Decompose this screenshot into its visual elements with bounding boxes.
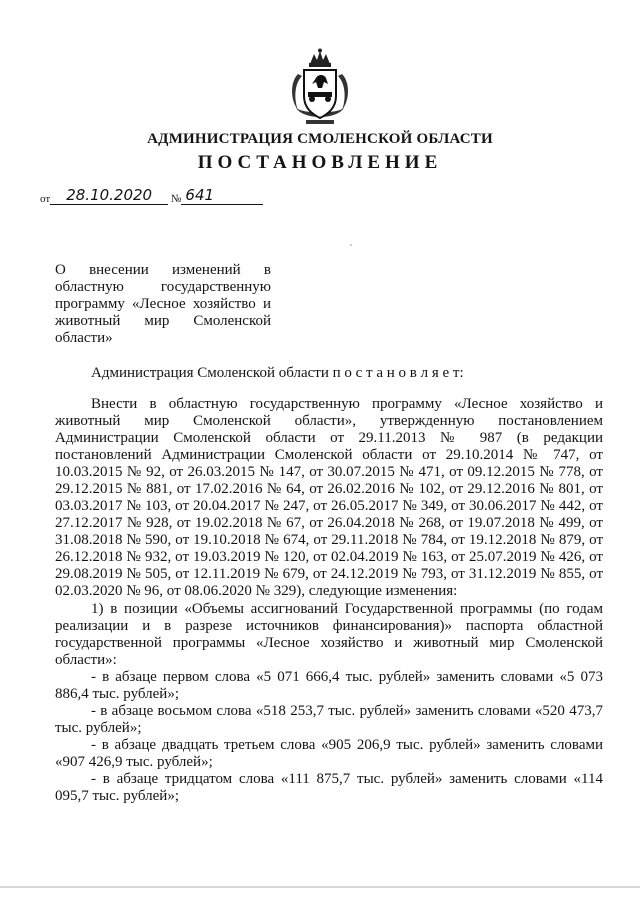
organization-title: АДМИНИСТРАЦИЯ СМОЛЕНСКОЙ ОБЛАСТИ	[147, 131, 493, 147]
document-type-title: ПОСТАНОВЛЕНИЕ	[197, 152, 443, 173]
body-paragraph: 1) в позиции «Объемы ассигнований Государственной программы (по годам реализации и в разрезе источников финансирования)» паспорта областной государственной программы «Лесное хозяйство и животный мир Смоленской области»:	[55, 601, 603, 668]
body-paragraph: Внести в областную государственную программу «Лесное хозяйство и животный мир Смоленской области», утвержденную постановлением Администрации Смоленской области от 29.11.2013 № 987 (в редакции постановлений Администрации Смоленской области от 29.10.2014 № 747, от 10.03.2015 № 92, от 26.03.2015 № 147, от 30.07.2015 № 471, от 09.12.2015 № 778, от 29.12.2015 № 881, от 17.02.2016 № 64, от 26.02.2016 № 102, от 29.12.2016 № 801, от 03.03.2017 № 103, от 20.04.2017 № 247, от 26.05.2017 № 349, от 30.06.2017 № 442, от 27.12.2017 № 928, от 19.02.2018 № 67, от 26.04.2018 № 268, от 19.07.2018 № 499, от 31.08.2018 № 590, от 19.10.2018 № 674, от 29.11.2018 № 784, от 19.12.2018 № 879, от 26.12.2018 № 932, от 19.03.2019 № 120, от 02.04.2019 № 163, от 25.07.2019 № 426, от 29.08.2019 № 505, от 12.11.2019 № 679, от 24.12.2019 № 793, от 31.12.2019 № 855, от 02.03.2020 № 96, от 08.06.2020 № 329), следующие изменения:	[55, 396, 603, 599]
body-paragraph: - в абзаце первом слова «5 071 666,4 тыс. рублей» заменить словами «5 073 886,4 тыс. рублей»;	[55, 669, 603, 702]
document-number: 641	[181, 186, 263, 205]
date-from-label: от	[40, 193, 51, 205]
coat-of-arms-icon	[284, 48, 356, 126]
scan-edge-line	[0, 886, 640, 888]
body-paragraph: - в абзаце двадцать третьем слова «905 206,9 тыс. рублей» заменить словами «907 426,9 тыс. рублей»;	[55, 737, 603, 770]
date-number-line	[40, 186, 263, 205]
body-paragraph: - в абзаце восьмом слова «518 253,7 тыс. рублей» заменить словами «520 473,7 тыс. рублей»;	[55, 703, 603, 736]
body-paragraph: - в абзаце тридцатом слова «111 875,7 тыс. рублей» заменить словами «114 095,7 тыс. рублей»;	[55, 771, 603, 804]
document-date: 28.10.2020	[50, 186, 168, 205]
decree-statement: Администрация Смоленской области п о с т а н о в л я е т:	[91, 365, 464, 381]
scan-speck	[350, 244, 352, 246]
document-subject: О внесении изменений в областную государственную программу «Лесное хозяйство и животный мир Смоленской области»	[55, 262, 271, 346]
number-label: №	[170, 193, 182, 205]
